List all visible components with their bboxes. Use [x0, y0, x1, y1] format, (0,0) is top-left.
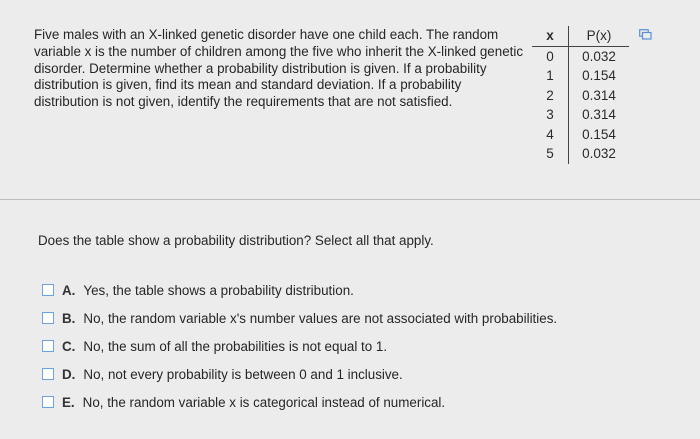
cell-px: 0.314 [582, 107, 616, 123]
table-row [532, 66, 629, 86]
table-row [532, 125, 629, 145]
cell-x: 2 [532, 86, 569, 106]
cell-x: 4 [532, 125, 569, 145]
option-b[interactable] [42, 304, 557, 332]
prompt-text: Does the table show a probability distribution? Select all that apply. [38, 233, 434, 248]
cell-x: 1 [532, 66, 569, 86]
checkbox-a[interactable] [42, 284, 54, 296]
header-px: P(x) [569, 26, 630, 46]
checkbox-e[interactable] [42, 396, 54, 408]
header-x: x [532, 26, 569, 46]
cell-x: 0 [532, 46, 569, 66]
cell-px: 0.314 [582, 87, 616, 103]
copy-icon[interactable] [639, 29, 652, 40]
cell-px: 0.154 [582, 126, 616, 142]
option-letter: C. [62, 338, 76, 354]
cell-px: 0.032 [582, 146, 616, 162]
cell-x: 3 [532, 105, 569, 125]
probability-table [532, 26, 629, 164]
option-letter: E. [62, 394, 75, 410]
checkbox-b[interactable] [42, 312, 54, 324]
option-e[interactable] [42, 388, 557, 416]
option-d[interactable] [42, 360, 557, 388]
option-text: No, the sum of all the probabilities is not equal to 1. [83, 338, 388, 354]
table-row [532, 105, 629, 125]
option-c[interactable] [42, 332, 557, 360]
cell-px: 0.032 [582, 48, 616, 64]
answer-options [42, 276, 557, 416]
table-header-row [532, 26, 629, 46]
cell-x: 5 [532, 144, 569, 164]
table-row [532, 144, 629, 164]
option-text: No, the random variable x's number values are not associated with probabilities. [83, 310, 558, 326]
question-text: Five males with an X-linked genetic disorder have one child each. The random variable x is the number of children among the five who inherit the X-linked genetic disorder. Determine whether a probability distribution is given. If a probability distribution is given, find its mean and standard deviation. If a probability distribution is not given, identify the requirements that are not satisfied. [34, 27, 524, 110]
option-text: No, not every probability is between 0 and 1 inclusive. [83, 366, 403, 382]
checkbox-c[interactable] [42, 340, 54, 352]
option-text: Yes, the table shows a probability distribution. [83, 282, 354, 298]
option-letter: D. [62, 366, 76, 382]
checkbox-d[interactable] [42, 368, 54, 380]
option-letter: B. [62, 310, 76, 326]
option-a[interactable] [42, 276, 557, 304]
option-letter: A. [62, 282, 76, 298]
cell-px: 0.154 [582, 68, 616, 84]
table-row [532, 86, 629, 106]
option-text: No, the random variable x is categorical instead of numerical. [82, 394, 446, 410]
table-row [532, 46, 629, 66]
section-divider [0, 199, 700, 200]
